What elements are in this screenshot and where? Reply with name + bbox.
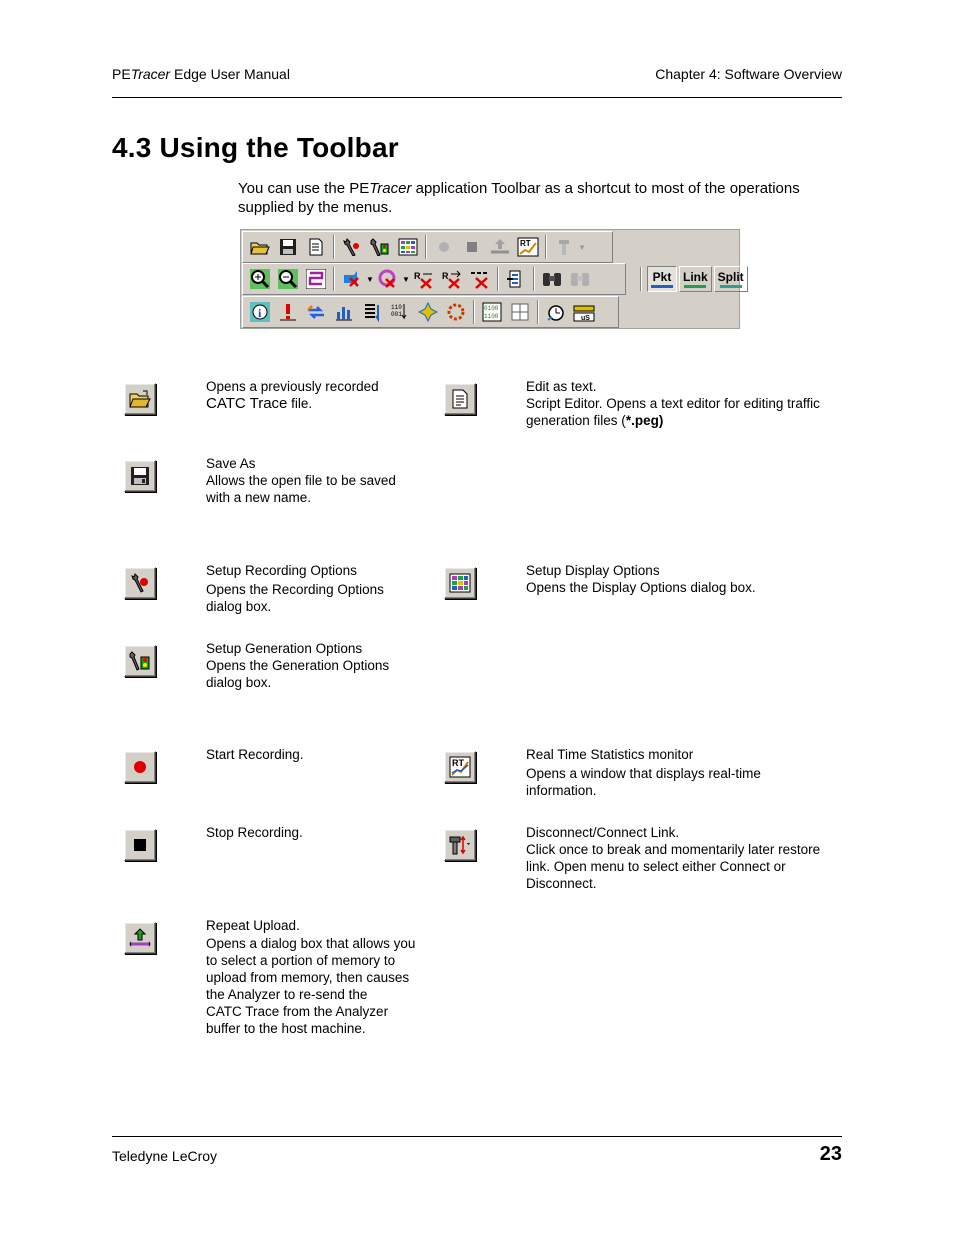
toolbar-separator bbox=[473, 300, 475, 324]
svg-text:uS: uS bbox=[581, 315, 590, 322]
open-file-icon bbox=[124, 383, 156, 415]
toolbar-separator bbox=[640, 267, 642, 291]
edit-text-icon[interactable] bbox=[302, 235, 330, 259]
link-view-button[interactable]: Link bbox=[679, 266, 712, 292]
navigator-icon[interactable] bbox=[414, 300, 442, 324]
setup-display-description: Setup Display Options Opens the Display Options dialog box. bbox=[526, 563, 756, 595]
hide-packets-dropdown-arrow[interactable]: ▼ bbox=[366, 274, 374, 284]
hide-idle-icon[interactable] bbox=[466, 267, 494, 291]
page-number: 23 bbox=[819, 1143, 842, 1165]
stop-recording-large-icon bbox=[124, 829, 156, 861]
binoculars-icon[interactable] bbox=[538, 267, 566, 291]
save-as-icon bbox=[124, 460, 156, 492]
toolbar-row-navigate bbox=[242, 263, 626, 295]
repeat-upload-large-icon bbox=[124, 922, 156, 954]
bus-utilization-icon[interactable] bbox=[330, 300, 358, 324]
footer-company: Teledyne LeCroy bbox=[112, 1148, 218, 1164]
split-view-button[interactable]: Split bbox=[714, 266, 748, 292]
rt-statistics-icon[interactable] bbox=[514, 235, 542, 259]
traffic-summary-icon[interactable] bbox=[358, 300, 386, 324]
link-view-bar bbox=[684, 285, 706, 288]
svg-text:001: 001 bbox=[391, 311, 402, 318]
svg-text:0100: 0100 bbox=[484, 305, 499, 312]
open-folder-icon[interactable] bbox=[246, 235, 274, 259]
packet-view-bar bbox=[651, 285, 673, 288]
toolbar-separator bbox=[537, 300, 539, 324]
rt-statistics-description: Real Time Statistics monitor Opens a window that displays real-time information. bbox=[526, 747, 761, 798]
setup-display-icon bbox=[444, 567, 476, 599]
save-as-description: Save As Allows the open file to be saved with a new name. bbox=[206, 456, 396, 505]
svg-text:i: i bbox=[258, 306, 262, 320]
start-recording-large-icon bbox=[124, 751, 156, 783]
disconnect-link-icon[interactable] bbox=[550, 235, 578, 259]
toolbar-row-reports bbox=[242, 296, 619, 328]
disconnect-connect-icon bbox=[444, 829, 476, 861]
intro-paragraph: You can use the PETracer application Toolbar as a shortcut to most of the operations supplied by the menus. bbox=[238, 180, 800, 216]
toolbar-separator bbox=[333, 235, 335, 259]
hide-reserved-icon[interactable] bbox=[410, 267, 438, 291]
svg-text:RT: RT bbox=[520, 239, 531, 248]
generation-options-icon[interactable] bbox=[366, 235, 394, 259]
data-flow-icon[interactable] bbox=[442, 300, 470, 324]
header-rule bbox=[112, 97, 842, 98]
section-title: 4.3 Using the Toolbar bbox=[112, 132, 399, 163]
hide-reserved-2-icon[interactable] bbox=[438, 267, 466, 291]
svg-text:110: 110 bbox=[391, 304, 402, 311]
toolbar-separator bbox=[533, 267, 535, 291]
disconnect-connect-description: Disconnect/Connect Link. Click once to break and momentarily later restore link. Open menu to select either Connect or Disconnect. bbox=[526, 825, 821, 891]
view-mode-group bbox=[637, 264, 748, 294]
svg-text:R: R bbox=[442, 271, 449, 281]
toolbar-row-file-record bbox=[242, 231, 613, 263]
running-header-chapter: Chapter 4: Software Overview bbox=[655, 66, 842, 82]
start-recording-description: Start Recording. bbox=[206, 747, 304, 762]
toolbar-separator bbox=[425, 235, 427, 259]
trace-info-icon[interactable] bbox=[246, 300, 274, 324]
rt-statistics-large-icon bbox=[444, 751, 476, 783]
edit-as-text-icon bbox=[444, 383, 476, 415]
toolbar-separator bbox=[497, 267, 499, 291]
measurement-icon[interactable] bbox=[570, 300, 598, 324]
goto-icon[interactable] bbox=[502, 267, 530, 291]
svg-text:RT: RT bbox=[452, 758, 464, 768]
disconnect-dropdown-arrow[interactable]: ▼ bbox=[578, 242, 586, 252]
grid-view-icon[interactable] bbox=[506, 300, 534, 324]
repeat-upload-icon[interactable] bbox=[486, 235, 514, 259]
hide-packets-icon[interactable] bbox=[338, 267, 366, 291]
setup-recording-description: Setup Recording Options Opens the Recording Options dialog box. bbox=[206, 563, 384, 614]
start-recording-icon[interactable] bbox=[430, 235, 458, 259]
toolbar-separator bbox=[545, 235, 547, 259]
svg-text:R: R bbox=[414, 271, 421, 281]
timer-icon[interactable] bbox=[542, 300, 570, 324]
recording-options-wrench-icon[interactable] bbox=[338, 235, 366, 259]
setup-generation-description: Setup Generation Options Opens the Generation Options dialog box. bbox=[206, 641, 390, 690]
wrap-icon[interactable] bbox=[302, 267, 330, 291]
filter-icon[interactable] bbox=[374, 267, 402, 291]
edit-as-text-description: Edit as text. Script Editor. Opens a text editor for editing traffic generation files (*.peg) bbox=[526, 379, 820, 428]
zoom-in-icon[interactable] bbox=[246, 267, 274, 291]
packet-view-button[interactable]: Pkt bbox=[647, 266, 677, 292]
display-options-icon[interactable] bbox=[394, 235, 422, 259]
zoom-out-icon[interactable] bbox=[274, 267, 302, 291]
filter-dropdown-arrow[interactable]: ▼ bbox=[402, 274, 410, 284]
link-tracker-icon[interactable] bbox=[386, 300, 414, 324]
save-disk-icon[interactable] bbox=[274, 235, 302, 259]
toolbar-separator bbox=[333, 267, 335, 291]
split-view-bar bbox=[720, 285, 742, 288]
footer-rule bbox=[112, 1136, 842, 1137]
repeat-upload-description: Repeat Upload. Opens a dialog box that allows you to select a portion of memory to upload from memory, then causes the Analyzer to re-send the CATC Trace from the Analyzer buffer to the host machine. bbox=[206, 918, 416, 1036]
error-summary-icon[interactable] bbox=[274, 300, 302, 324]
decode-bits-icon[interactable] bbox=[478, 300, 506, 324]
open-file-description: Opens a previously recorded CATC Trace file. bbox=[206, 379, 379, 412]
toolbar-image bbox=[240, 229, 744, 329]
stop-recording-description: Stop Recording. bbox=[206, 825, 303, 840]
running-header-title: PETracer Edge User Manual bbox=[112, 66, 290, 82]
timing-calculations-icon[interactable] bbox=[302, 300, 330, 324]
stop-recording-icon[interactable] bbox=[458, 235, 486, 259]
find-next-icon[interactable] bbox=[566, 267, 594, 291]
setup-generation-icon bbox=[124, 645, 156, 677]
svg-text:1100: 1100 bbox=[484, 313, 499, 320]
setup-recording-icon bbox=[124, 567, 156, 599]
